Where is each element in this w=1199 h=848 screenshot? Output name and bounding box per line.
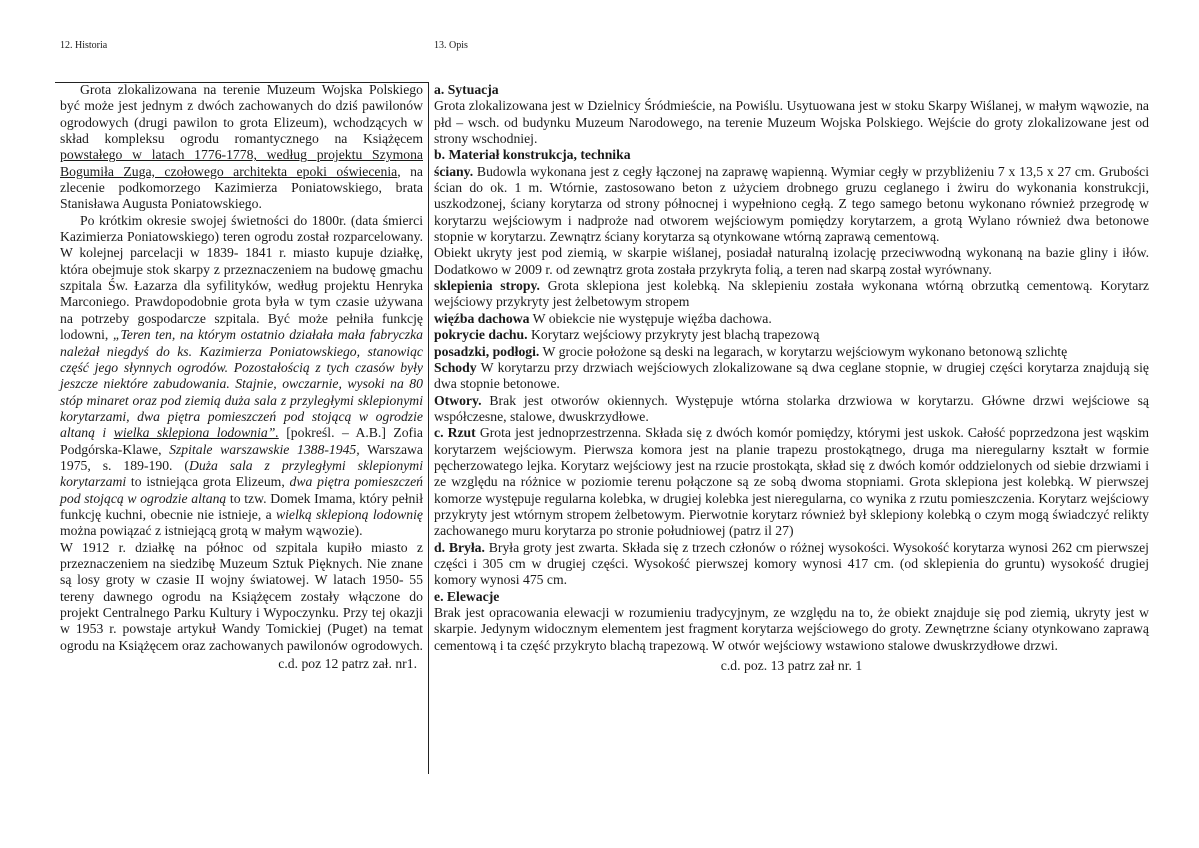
opis-column — [434, 82, 1149, 674]
section-b-title: b. Materiał konstrukcja, technika — [434, 147, 631, 163]
stairs-paragraph: Schody W korytarzu przy drzwiach wejściowych zlokalizowane są dwa ceglane stopnie, w drugiej części korytarza znajdują się dwa stopnie betonowe. — [434, 359, 1149, 392]
quotation: „Teren ten, na którym ostatnio działała mała fabryczka należał niegdyś do ks. Kazimierza Poniatowskiego, stanowiąc część jego słynnych ogrodów. Pozostałością z tych czasów były jeszcze niektóre zabudowania. Stajnie, owczarnie, wysoki na 80 stóp minaret oraz pod ziemią duża sala z przyległymi sklepionymi korytarzami, dwa piętra pomieszczeń pod stojącą w ogrodzie altaną i — [60, 327, 423, 441]
walls-paragraph: ściany. Budowla wykonana jest z cegły łączonej na zaprawę wapienną. Wymiar cegły w przybliżeniu 7 x 13,5 x 27 cm. Grubości ścian do ok. 1 m. Wtórnie, zastosowano beton z użyciem drobnego gruzu ceglanego i żwiru do wykonania konstrukcji, uszkodzonej, ściany korytarza od strony północnej i wypełniono cegłą. Z tego samego betonu wykonano również przegrodę w korytarzu wejściowym i nadproże nad otworem wejściowym pomiędzy korytarzem, a grotą Wylano również dwa betonowe stopnie w korytarzu. Zewnątrz ściany korytarza są otynkowane wtórną zaprawą cementową. — [434, 163, 1149, 245]
historia-paragraph-3: W 1912 r. działkę na północ od szpitala kupiło miasto z przeznaczeniem na siedzibę Muzeum Sztuk Pięknych. Nie znane są losy groty w czasie II wojny światowej. W latach 1950- 55 tereny dawnego ogrodu na Książęcem zostały włączone do projekt Centralnego Parku Kultury i Wypoczynku. Przy tej okazji w 1953 r. powstaje artykuł Wandy Tomickiej (Puget) na temat ogrodu na Książęcem oraz zachowanych pawilonów ogrodowych. — [60, 539, 423, 653]
column-divider — [428, 82, 429, 774]
quotation-underlined: wielka sklepiona lodownia”. — [113, 425, 279, 441]
vaults-paragraph: sklepienia stropy. Grota sklepiona jest kolebką. Na sklepieniu została wykonana wtórną obrzutką cementową. Korytarz wejściowy przykryty jest żelbetowym stropem — [434, 278, 1149, 310]
roofing-paragraph: pokrycie dachu. Korytarz wejściowy przykryty jest blachą trapezową — [434, 327, 820, 343]
roof-truss-paragraph: więźba dachowa W obiekcie nie występuje więźba dachowa. — [434, 310, 772, 326]
historia-paragraph-1: Grota zlokalizowana na terenie Muzeum Wojska Polskiego być może jest jednym z dwóch zachowanych do dziś pawilonów ogrodowych (drugi pawilon to grota Elizeum), wchodzących w skład kompleksu ogrodu romantycznego na Książęcem powstałego w latach 1776-1778, według projektu Szymona Bogumiła Zuga, czołowego architekta epoki oświecenia, na zlecenie podkomorzego Kazimierza Poniatowskiego, brata Stanisława Augusta Poniatowskiego. — [60, 82, 424, 212]
section-e-title: e. Elewacje — [434, 588, 500, 604]
continuation-note: c.d. poz. 13 patrz zał nr. 1 — [720, 658, 863, 674]
section-e-text: Brak jest opracowania elewacji w rozumieniu tradycyjnym, ze względu na to, że obiekt znajduje się pod ziemią, ukryty jest w skarpie. Jedynym widocznym elementem jest fragment korytarza wejściowego do groty. Zewnętrzne ściany otynkowano zaprawą cementową i ta część przykryto blachą trapezową. W otwór wejściowy wstawiono stalowe dwuskrzydłowe drzwi. — [434, 605, 1149, 653]
citation-title: Szpitale warszawskie 1388-1945, — [169, 441, 360, 457]
section-a-text: Grota zlokalizowana jest w Dzielnicy Śródmieście, na Powiślu. Usytuowana jest w stoku Skarpy Wiślanej, w małym wąwozie, na płd – wsch. od budynku Muzeum Narodowego, na terenie Muzeum Wojska Polskiego. Wejście do groty zlokalizowane jest od strony wschodniej. — [434, 98, 1149, 147]
historia-column — [60, 82, 423, 672]
floors-paragraph: posadzki, podłogi. W grocie położone są deski na legarach, w korytarzu wejściowym wykonano betonową szlichtę — [434, 343, 1068, 359]
section-header-historia: 12. Historia — [60, 40, 108, 51]
historia-paragraph-2: Po krótkim okresie swojej świetności do 1800r. (data śmierci Kazimierza Poniatowskiego) teren ogrodu został rozparcelowany. W kolejnej parcelacji w 1839- 1841 r. miasto kupuje działkę, która obejmuje stok skarpy z przeznaczeniem na budowę gmachu szpitala Św. Łazarza dla syfilityków, według projektu Henryka Marconiego. Prawdopodobnie grota była w tym czasie używana na potrzeby gospodarcze szpitala. Być może pełniła funkcję lodowni, „Teren ten, na którym ostatnio działała mała fabryczka należał niegdyś do ks. Kazimierza Poniatowskiego, stanowiąc część jego słynnych ogrodów. Pozostałością z tych czasów były jeszcze niektóre zabudowania. Stajnie, owczarnie, wysoki na 80 stóp minaret oraz pod ziemią duża sala z przyległymi sklepionymi korytarzami, dwa piętra pomieszczeń pod stojącą w ogrodzie altaną i wielka sklepiona lodownia”. [pokreśl. – A.B.] Zofia Podgórska-Klawe, Szpitale warszawskie 1388-1945, Warszawa 1975, s. 189-190. (Duża sala z przyległymi sklepionymi korytarzami to istniejąca grota Elizeum, dwa piętra pomieszczeń pod stojącą w ogrodzie altaną to tzw. Domek Imama, który pełnił funkcję kuchni, obecnie nie istnieje, a wielką sklepioną lodownię można powiązać z istniejącą grotą w małym wąwozie). — [60, 212, 424, 539]
continuation-note: c.d. poz 12 patrz zał. nr1. — [278, 656, 417, 672]
underground-paragraph: Obiekt ukryty jest pod ziemią, w skarpie wiślanej, posiadał naturalną izolację przeciwwodną wykonaną na bazie gliny i iłów. Dodatkowo w 2009 r. od zewnątrz grota została przykryta folią, a teren nad skarpą został wyrównany. — [434, 245, 1149, 277]
openings-paragraph: Otwory. Brak jest otworów okiennych. Występuje wtórna stolarka drzwiowa w korytarzu. Główne drzwi wejściowe są współczesne, stalowe, dwuskrzydłowe. — [434, 392, 1149, 424]
section-header-opis: 13. Opis — [434, 40, 468, 51]
underlined-emphasis: powstałego w latach 1776-1778, według projektu Szymona Bogumiła Zuga, czołowego architekta epoki oświecenia — [60, 147, 423, 179]
section-d-paragraph: d. Bryła. Bryła groty jest zwarta. Składa się z trzech członów o różnej wysokości. Wysokość korytarza wynosi 262 cm pierwszej części i 305 cm w drugiej części. Wysokość pierwszej komory wynosi 417 cm. (od sklepienia do gruntu) wysokość drugiej komory wynosi 475 cm. — [434, 539, 1149, 588]
section-c-paragraph: c. Rzut Grota jest jednoprzestrzenna. Składa się z dwóch komór pomiędzy, którymi jest uskok. Całość poprzedzona jest wąskim korytarzem wejściowym. Pierwsza komora jest na planie trapezu prostokątnego, druga ma nieregularny kształt w formie pęcherzowatego lejka. Korytarz wejściowy jest na rzucie prostokąta, skład się z dwóch komór oddzielonych od siebie drzwiami i ze względu na różnice w poziomie terenu połączone są ze sobą dwoma stopniami. Grota sklepiona jest kolebką. W pierwszej komorze występuje regularna kolebka, w drugiej kolebka jest nieregularna, co wynika z rzutu pomieszczenia. Korytarz wejściowy przykryty jest wtórnym stropem żelbetowym. Pierwotnie korytarz również był sklepiony kolebką o czym mogą świadczyć relikty zachowanego muru korytarza po stronie południowej (patrz il 27) — [434, 425, 1149, 539]
section-a-title: a. Sytuacja — [434, 82, 499, 97]
